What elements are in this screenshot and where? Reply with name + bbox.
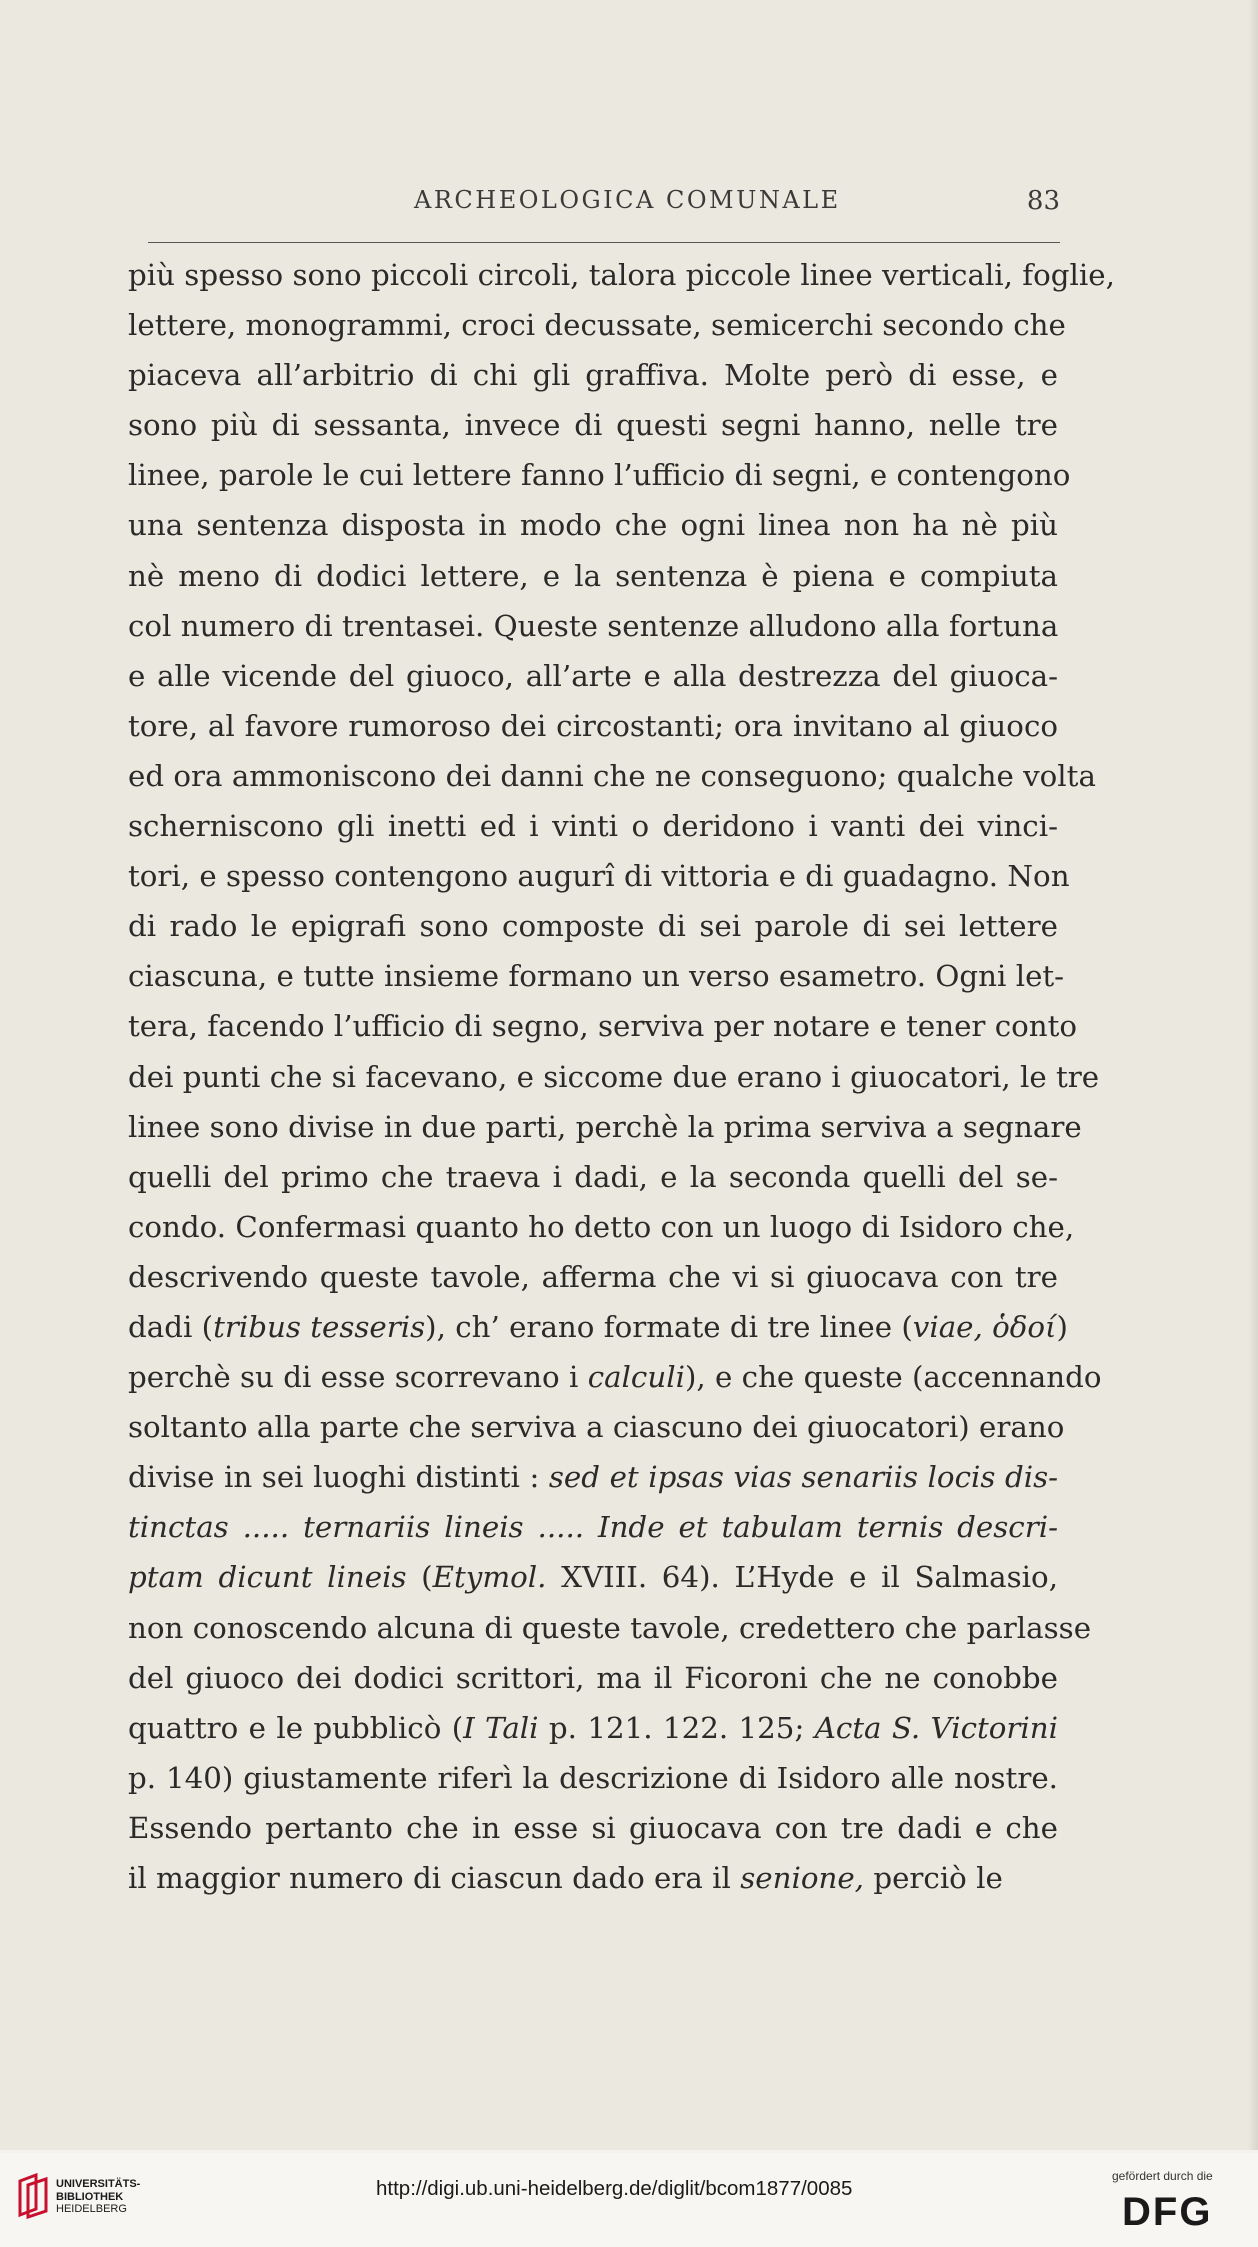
text-line: una sentenza disposta in modo che ogni linea non ha nè più xyxy=(128,508,1058,543)
italic-text: calculi xyxy=(587,1360,685,1395)
text-line: piaceva all’arbitrio di chi gli graffiva. Molte però di esse, e xyxy=(128,358,1058,393)
text-line: e alle vicende del giuoco, all’arte e alla destrezza del giuoca- xyxy=(128,658,1058,693)
text-line: col numero di trentasei. Queste sentenze alludono alla fortuna xyxy=(128,608,1059,643)
library-line: BIBLIOTHEK xyxy=(56,2190,124,2203)
text-line: nè meno di dodici lettere, e la sentenza è piena e compiuta xyxy=(128,558,1058,593)
text-line: tori, e spesso contengono augurî di vittoria e di guadagno. Non xyxy=(128,859,1070,894)
text-run: non conoscendo alcuna di queste tavole, credettero che parlasse xyxy=(128,1610,1092,1645)
text-line: ed ora ammoniscono dei danni che ne conseguono; qualche volta xyxy=(128,758,1096,793)
text-run: quattro e le pubblicò ( xyxy=(128,1710,464,1745)
text-line xyxy=(128,1452,1058,1502)
text-line xyxy=(128,1853,1058,1903)
text-line: condo. Confermasi quanto ho detto con un luogo di Isidoro che, xyxy=(128,1209,1075,1244)
text-line xyxy=(128,1402,1065,1452)
text-run: soltanto alla parte che serviva a ciascuno dei giuocatori) erano xyxy=(128,1410,1065,1445)
text-line xyxy=(128,1803,1058,1853)
text-run: perchè su di esse scorrevano i xyxy=(128,1360,588,1395)
text-line xyxy=(128,1552,1058,1602)
text-line: tore, al favore rumoroso dei circostanti; ora invitano al giuoco xyxy=(128,708,1058,743)
digitization-footer xyxy=(0,2153,1258,2247)
body-text xyxy=(128,250,1115,1903)
text-line: tera, facendo l’ufficio di segno, serviva per notare e tener conto xyxy=(128,1009,1078,1044)
text-run: XVIII. 64). L’Hyde e il Salmasio, xyxy=(546,1560,1059,1595)
text-line: lettere, monogrammi, croci decussate, semicerchi secondo che xyxy=(128,308,1066,343)
text-line: sono più di sessanta, invece di questi segni hanno, nelle tre xyxy=(128,408,1058,443)
text-run: ), e che queste (accennando xyxy=(684,1360,1102,1395)
text-run: del giuoco dei dodici scrittori, ma il Ficoroni che ne conobbe xyxy=(128,1660,1058,1695)
text-line: descrivendo queste tavole, afferma che vi si giuocava con tre xyxy=(128,1259,1058,1294)
text-line: di rado le epigrafi sono composte di sei parole di sei lettere xyxy=(128,909,1058,944)
text-line: ciascuna, e tutte insieme formano un verso esametro. Ogni let- xyxy=(128,959,1065,994)
library-line: HEIDELBERG xyxy=(56,2203,127,2215)
text-run: perciò le xyxy=(864,1861,1003,1895)
text-line xyxy=(128,1653,1058,1703)
source-url-link[interactable]: http://digi.ub.uni-heidelberg.de/diglit/bcom1877/0085 xyxy=(376,2177,853,2200)
text-line: linee, parole le cui lettere fanno l’ufficio di segni, e contengono xyxy=(128,458,1071,493)
text-line: scherniscono gli inetti ed i vinti o deridono i vanti dei vinci- xyxy=(128,809,1058,844)
dfg-logo-icon xyxy=(1118,2189,1238,2231)
text-line xyxy=(128,1352,1102,1402)
dfg-logo-text: DFG xyxy=(1122,2190,1213,2231)
text-run: dadi ( xyxy=(128,1309,214,1344)
italic-text: ptam dicunt lineis xyxy=(128,1560,407,1595)
text-run: ) xyxy=(1056,1309,1068,1344)
text-line xyxy=(128,1603,1092,1653)
header-rule xyxy=(148,242,1060,243)
text-line: quelli del primo che traeva i dadi, e la seconda quelli del se- xyxy=(128,1159,1058,1194)
funder-label: gefördert durch die xyxy=(1112,2169,1213,2183)
text-line xyxy=(128,1703,1058,1753)
text-line xyxy=(128,1302,1068,1352)
library-name xyxy=(56,2178,140,2216)
text-run: divise in sei luoghi distinti : xyxy=(128,1460,549,1495)
italic-text: Acta S. Victorini xyxy=(814,1710,1059,1745)
italic-text: tinctas ..... ternariis lineis ..... Inde et tabulam ternis descri- xyxy=(128,1510,1058,1545)
text-line: dei punti che si facevano, e siccome due erano i giuocatori, le tre xyxy=(128,1059,1100,1094)
italic-text: tribus tesseris xyxy=(213,1309,426,1344)
text-line xyxy=(128,1502,1058,1552)
italic-text: viae, ὁδοί xyxy=(912,1309,1057,1344)
text-run: ), ch’ erano formate di tre linee ( xyxy=(425,1309,913,1344)
page-number: 83 xyxy=(1026,186,1060,216)
text-run: il maggior numero di ciascun dado era il xyxy=(128,1861,741,1895)
text-run: Essendo pertanto che in esse si giuocava con tre dadi e che xyxy=(128,1810,1058,1845)
running-title: ARCHEOLOGICA COMUNALE xyxy=(414,186,841,214)
italic-text: Etymol. xyxy=(432,1560,547,1595)
text-run: p. 121. 122. 125; xyxy=(538,1710,815,1745)
text-run: ( xyxy=(406,1560,433,1595)
text-line: linee sono divise in due parti, perchè la prima serviva a segnare xyxy=(128,1109,1082,1144)
text-run: p. 140) giustamente riferì la descrizione di Isidoro alle nostre. xyxy=(128,1760,1058,1795)
library-line: UNIVERSITÄTS- xyxy=(56,2178,141,2190)
italic-text: senione, xyxy=(740,1861,864,1895)
italic-text: sed et ipsas vias senariis locis dis- xyxy=(548,1460,1059,1495)
text-line xyxy=(128,1753,1058,1803)
text-line: più spesso sono piccoli circoli, talora piccole linee verticali, foglie, xyxy=(128,258,1115,292)
italic-text: I Tali xyxy=(463,1710,539,1745)
library-logo-icon xyxy=(16,2171,50,2219)
